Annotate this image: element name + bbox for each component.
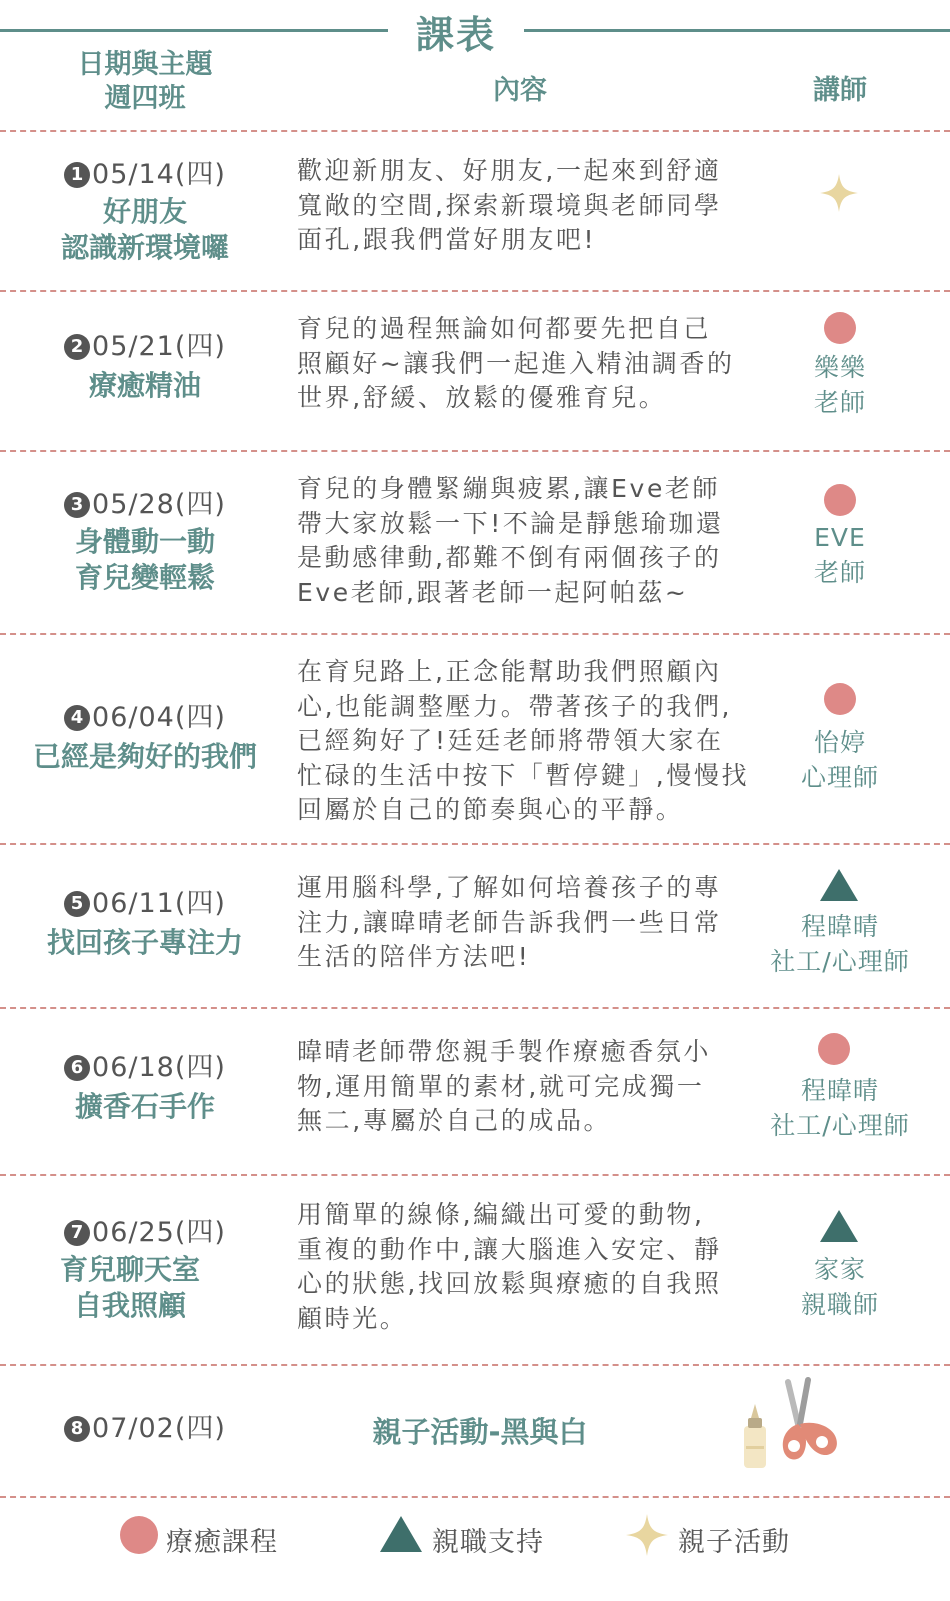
session-teacher: 程暐晴 社工/心理師 <box>770 912 910 976</box>
triangle-icon <box>820 869 858 901</box>
circle-icon <box>818 1033 850 1065</box>
circle-icon <box>824 683 856 715</box>
circle-icon <box>120 1516 158 1554</box>
session-topic: 好朋友 認識新環境囉 <box>60 195 229 264</box>
session-date <box>10 695 280 734</box>
session-date <box>10 152 280 191</box>
session-teacher: 樂樂 老師 <box>813 353 866 417</box>
circle-icon <box>824 312 856 344</box>
page-title: 課表 <box>415 13 496 57</box>
session-date-text: 05/21(四) <box>92 331 226 362</box>
table-header <box>0 46 950 128</box>
session-description: 暐晴老師帶您親手製作療癒香氛小 物,運用簡單的素材,就可完成獨一 無二,專屬於自己的成品。 <box>297 1037 712 1135</box>
session-number-badge: 4 <box>64 705 90 731</box>
session-date <box>10 881 280 920</box>
session-description: 親子活動-黑與白 <box>372 1415 588 1449</box>
session-date <box>10 1210 280 1249</box>
triangle-icon <box>820 1210 858 1242</box>
legend <box>0 1508 950 1568</box>
session-date-text: 07/02(四) <box>92 1413 226 1444</box>
header-teacher: 講師 <box>813 75 867 106</box>
table-row <box>0 452 950 632</box>
session-topic: 療癒精油 <box>88 369 201 402</box>
session-number-badge: 7 <box>64 1220 90 1246</box>
title-divider-left <box>0 29 388 32</box>
session-description: 運用腦科學,了解如何培養孩子的專 注力,讓暐晴老師告訴我們一些日常 生活的陪伴方法吧! <box>297 873 722 971</box>
table-row <box>0 1366 950 1496</box>
session-description: 育兒的過程無論如何都要先把自己 照顧好~讓我們一起進入精油調香的 世界,舒緩、放鬆的優雅育兒。 <box>297 314 735 412</box>
legend-label: 親子活動 <box>678 1527 790 1558</box>
session-teacher: 家家 親職師 <box>800 1255 879 1319</box>
table-row <box>0 1009 950 1174</box>
session-teacher: 怡婷 心理師 <box>800 728 879 792</box>
session-date-text: 06/18(四) <box>92 1052 226 1083</box>
session-number-badge: 6 <box>64 1055 90 1081</box>
table-row <box>0 635 950 843</box>
legend-label: 親職支持 <box>432 1527 544 1558</box>
session-teacher: 程暐晴 社工/心理師 <box>770 1076 910 1140</box>
legend-label: 療癒課程 <box>166 1527 278 1558</box>
session-topic: 找回孩子專注力 <box>46 926 243 959</box>
table-row <box>0 1176 950 1364</box>
session-date <box>10 1406 280 1445</box>
session-date-text: 06/25(四) <box>92 1217 226 1248</box>
session-topic: 已經是夠好的我們 <box>32 740 257 773</box>
session-description: 用簡單的線條,編織出可愛的動物, 重複的動作中,讓大腦進入安定、靜 心的狀態,找回放鬆與療癒的自我照 顧時光。 <box>297 1200 722 1333</box>
session-topic: 育兒聊天室 自我照顧 <box>59 1253 200 1322</box>
session-date-text: 05/14(四) <box>92 159 226 190</box>
session-description: 歡迎新朋友、好朋友,一起來到舒適 寬敞的空間,探索新環境與老師同學 面孔,跟我們當好朋友吧! <box>297 156 722 254</box>
triangle-icon <box>380 1516 422 1552</box>
session-date <box>10 482 280 521</box>
session-description: 在育兒路上,正念能幫助我們照顧內 心,也能調整壓力。帶著孩子的我們, 已經夠好了!廷廷老師將帶領大家在 忙碌的生活中按下「暫停鍵」,慢慢找 回屬於自己的節奏與心的平靜。 <box>297 657 750 824</box>
table-row <box>0 845 950 1007</box>
session-date-text: 06/11(四) <box>92 888 226 919</box>
session-number-badge: 8 <box>64 1416 90 1442</box>
header-content: 內容 <box>493 75 547 106</box>
header-date-topic: 日期與主題 週四班 <box>77 49 213 114</box>
session-number-badge: 1 <box>64 162 90 188</box>
circle-icon <box>824 484 856 516</box>
session-number-badge: 3 <box>64 492 90 518</box>
session-teacher: EVE 老師 <box>813 523 866 587</box>
session-date <box>10 324 280 363</box>
session-date <box>10 1045 280 1084</box>
session-date-text: 05/28(四) <box>92 489 226 520</box>
session-number-badge: 2 <box>64 334 90 360</box>
sparkle-icon <box>626 1514 668 1556</box>
sparkle-icon <box>820 174 858 212</box>
session-number-badge: 5 <box>64 891 90 917</box>
table-row <box>0 292 950 450</box>
scissors-glue-icon <box>736 1376 846 1476</box>
session-topic: 身體動一動 育兒變輕鬆 <box>74 525 215 594</box>
session-description: 育兒的身體緊繃與疲累,讓Eve老師 帶大家放鬆一下!不論是靜態瑜珈還 是動感律動,都難不倒有兩個孩子的 Eve老師,跟著老師一起阿帕茲~ <box>297 474 724 607</box>
table-row <box>0 132 950 290</box>
session-date-text: 06/04(四) <box>92 702 226 733</box>
session-topic: 擴香石手作 <box>74 1090 215 1123</box>
row-divider <box>0 1496 950 1498</box>
title-divider-right <box>524 29 950 32</box>
